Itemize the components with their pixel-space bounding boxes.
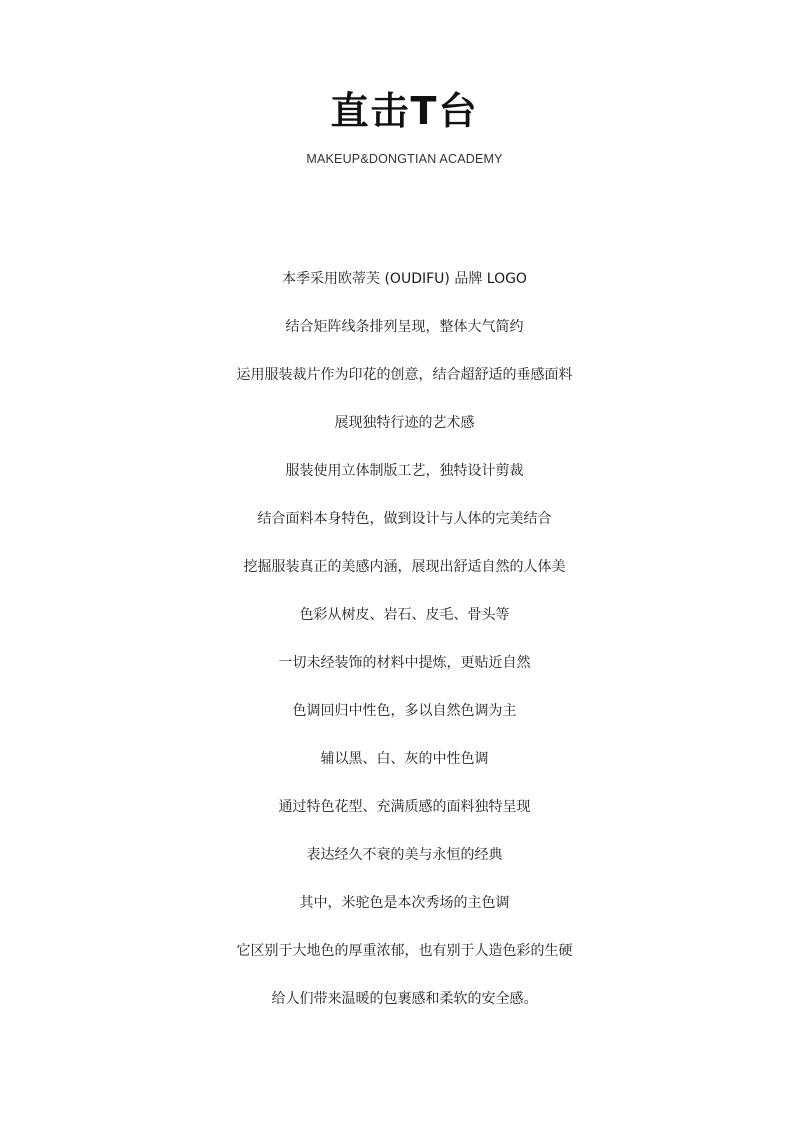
- body-line: 一切未经装饰的材料中提炼，更贴近自然: [278, 655, 531, 671]
- body-line: 色彩从树皮、岩石、皮毛、骨头等: [299, 607, 510, 623]
- body-line: 给人们带来温暖的包裹感和柔软的安全感。: [271, 991, 538, 1007]
- body-line: 本季采用欧蒂芙 (OUDIFU) 品牌 LOGO: [282, 271, 527, 287]
- body-line: 结合矩阵线条排列呈现，整体大气简约: [285, 319, 524, 335]
- body-line: 结合面料本身特色，做到设计与人体的完美结合: [257, 511, 552, 527]
- body-line: 展现独特行迹的艺术感: [334, 415, 475, 431]
- body-line: 服装使用立体制版工艺，独特设计剪裁: [285, 463, 524, 479]
- page-title: 直击T台: [330, 89, 479, 133]
- body-line: 色调回归中性色，多以自然色调为主: [292, 703, 517, 719]
- body-line: 其中，米驼色是本次秀场的主色调: [299, 895, 510, 911]
- body-line: 通过特色花型、充满质感的面料独特呈现: [278, 799, 531, 815]
- body-line: 表达经久不衰的美与永恒的经典: [306, 847, 503, 863]
- page-subtitle: MAKEUP&DONGTIAN ACADEMY: [306, 152, 503, 166]
- body-text: [0, 255, 809, 1023]
- body-line: 辅以黑、白、灰的中性色调: [320, 751, 489, 767]
- body-line: 挖掘服装真正的美感内涵，展现出舒适自然的人体美: [243, 559, 566, 575]
- body-line: 它区别于大地色的厚重浓郁，也有别于人造色彩的生硬: [236, 943, 573, 959]
- body-line: 运用服装裁片作为印花的创意，结合超舒适的垂感面料: [236, 367, 573, 383]
